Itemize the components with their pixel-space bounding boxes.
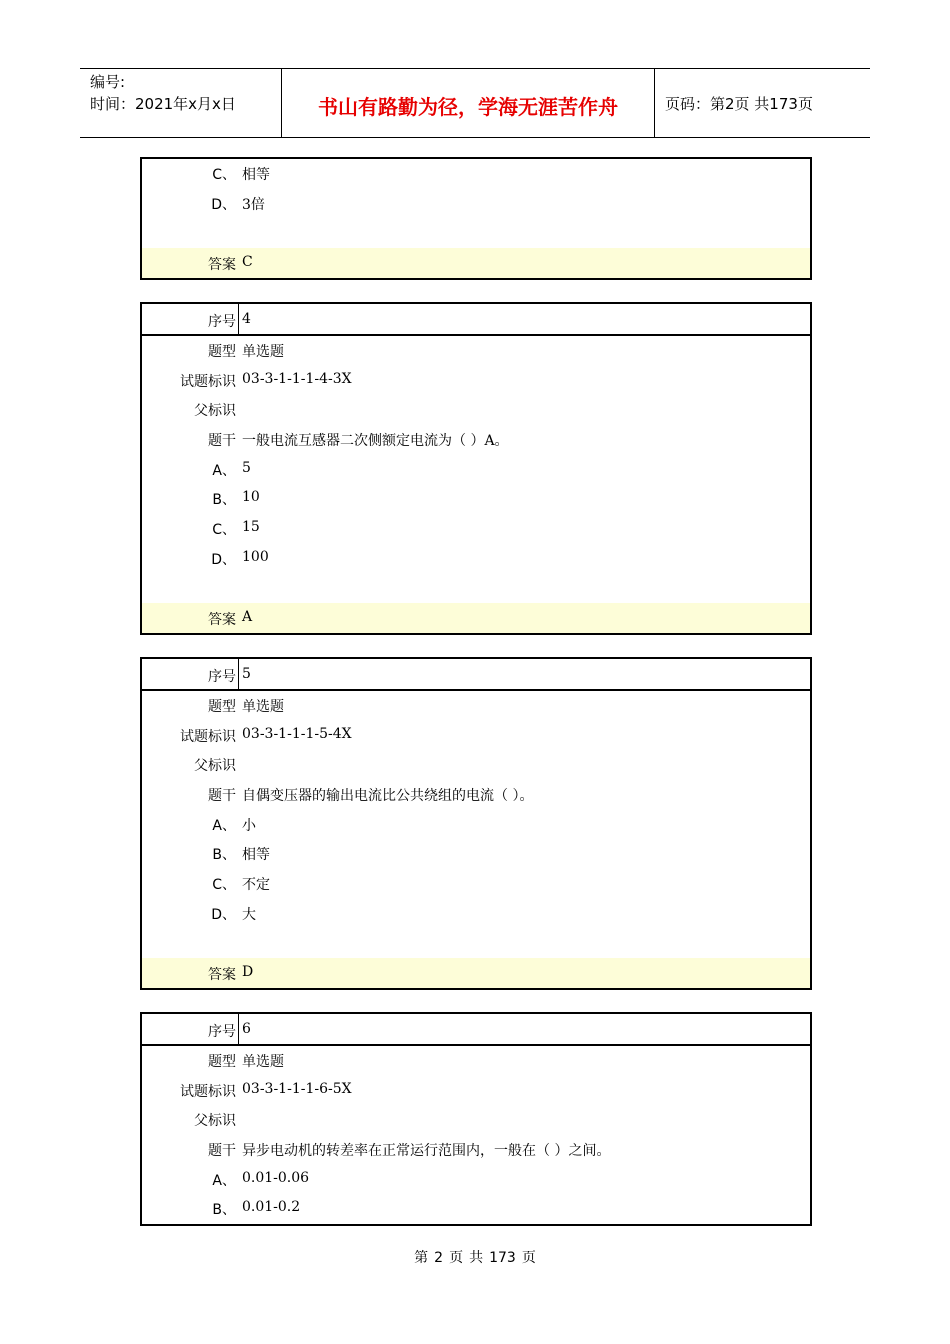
sequence-row: [142, 304, 810, 336]
type-value: 单选题: [242, 699, 284, 715]
stem-label: 题干: [208, 433, 236, 450]
answer-row: [142, 958, 810, 988]
option-label: D、: [211, 551, 236, 568]
type-label: 题型: [208, 344, 236, 360]
sequence-value: 6: [242, 1021, 251, 1037]
answer-label: 答案: [208, 612, 236, 629]
sequence-row: [142, 1014, 810, 1046]
answer-value: D: [242, 964, 254, 981]
option-row: [142, 1194, 810, 1224]
option-row: [142, 1165, 810, 1195]
stem-label: 题干: [208, 788, 236, 805]
answer-label: 答案: [208, 257, 236, 274]
type-value: 单选题: [242, 344, 284, 360]
id-row: [142, 366, 810, 396]
option-label: C、: [212, 877, 236, 894]
sequence-label: 序号: [208, 1024, 236, 1040]
sequence-value: 4: [242, 311, 251, 327]
answer-row: [142, 248, 810, 278]
type-label: 题型: [208, 1054, 236, 1070]
sequence-label: 序号: [208, 669, 236, 685]
stem-label: 题干: [208, 1143, 236, 1160]
header-meta: [90, 71, 236, 115]
option-value: 3倍: [242, 196, 265, 213]
question-card: [140, 157, 812, 280]
option-value: 10: [242, 489, 260, 506]
option-label: C、: [212, 167, 236, 183]
type-value: 单选题: [242, 1054, 284, 1070]
sequence-value: 5: [242, 666, 251, 682]
option-label: A、: [212, 462, 236, 479]
footer-total-unit: 页: [521, 1250, 536, 1266]
option-label: D、: [211, 906, 236, 923]
stem-row: [142, 780, 810, 810]
header-page-label: 页码：第2页 共173页: [665, 95, 813, 113]
id-value: 03-3-1-1-1-4-3X: [242, 370, 352, 387]
option-value: 不定: [242, 877, 270, 894]
option-label: C、: [212, 522, 236, 539]
header-divider: [654, 69, 655, 137]
option-value: 15: [242, 519, 260, 536]
option-value: 100: [242, 548, 269, 565]
footer-page: 2: [434, 1250, 444, 1266]
parent-label: 父标识: [194, 1113, 236, 1130]
stem-value: 一般电流互感器二次侧额定电流为（ ）A。: [242, 433, 509, 450]
option-row: [142, 455, 810, 485]
option-value: 5: [242, 459, 251, 476]
option-label: B、: [212, 1202, 236, 1219]
question-card: [140, 1012, 812, 1226]
parent-label: 父标识: [194, 758, 236, 775]
question-card: [140, 302, 812, 635]
option-label: B、: [212, 847, 236, 864]
stem-row: [142, 425, 810, 455]
id-label: 试题标识: [180, 373, 236, 390]
time-label: 时间：2021年x月x日: [90, 95, 236, 113]
stem-row: [142, 1135, 810, 1165]
option-label: B、: [212, 492, 236, 509]
option-row: [142, 514, 810, 544]
footer-total-prefix: 共: [469, 1250, 484, 1266]
sequence-row: [142, 659, 810, 691]
option-row: [142, 839, 810, 869]
option-row: [142, 484, 810, 514]
page-footer: [0, 1247, 950, 1267]
header-motto: 书山有路勤为径，学海无涯苦作舟: [318, 95, 618, 119]
option-row: [142, 544, 810, 574]
stem-value: 异步电动机的转差率在正常运行范围内，一般在（ ）之间。: [242, 1143, 611, 1160]
id-row: [142, 1076, 810, 1106]
option-value: 小: [242, 817, 256, 834]
footer-prefix: 第: [414, 1250, 429, 1266]
type-label: 题型: [208, 699, 236, 715]
parent-row: [142, 750, 810, 780]
option-value: 0.01-0.06: [242, 1169, 310, 1186]
answer-label: 答案: [208, 967, 236, 984]
option-value: 0.01-0.2: [242, 1199, 301, 1216]
question-card: [140, 657, 812, 990]
type-row: [142, 1046, 810, 1076]
answer-row: [142, 603, 810, 633]
answer-value: C: [242, 254, 253, 271]
footer-page-unit: 页: [449, 1250, 464, 1266]
option-label: A、: [212, 817, 236, 834]
parent-row: [142, 395, 810, 425]
parent-row: [142, 1105, 810, 1135]
option-row: [142, 810, 810, 840]
id-label: 试题标识: [180, 728, 236, 745]
id-row: [142, 721, 810, 751]
option-value: 相等: [242, 847, 270, 864]
id-value: 03-3-1-1-1-6-5X: [242, 1080, 352, 1097]
type-row: [142, 336, 810, 366]
option-value: 大: [242, 906, 256, 923]
page-header: [80, 68, 870, 138]
id-value: 03-3-1-1-1-5-4X: [242, 725, 352, 742]
id-label: 试题标识: [180, 1083, 236, 1100]
stem-value: 自偶变压器的输出电流比公共绕组的电流（ ）。: [242, 788, 534, 805]
option-label: A、: [212, 1172, 236, 1189]
footer-total: 173: [489, 1250, 516, 1266]
option-row: [142, 899, 810, 929]
option-row: [142, 159, 810, 189]
option-row: [142, 189, 810, 219]
option-label: D、: [211, 196, 236, 213]
answer-value: A: [242, 609, 253, 626]
option-row: [142, 869, 810, 899]
parent-label: 父标识: [194, 403, 236, 420]
type-row: [142, 691, 810, 721]
option-value: 相等: [242, 167, 270, 183]
sequence-label: 序号: [208, 314, 236, 330]
number-label: 编号:: [90, 73, 126, 91]
